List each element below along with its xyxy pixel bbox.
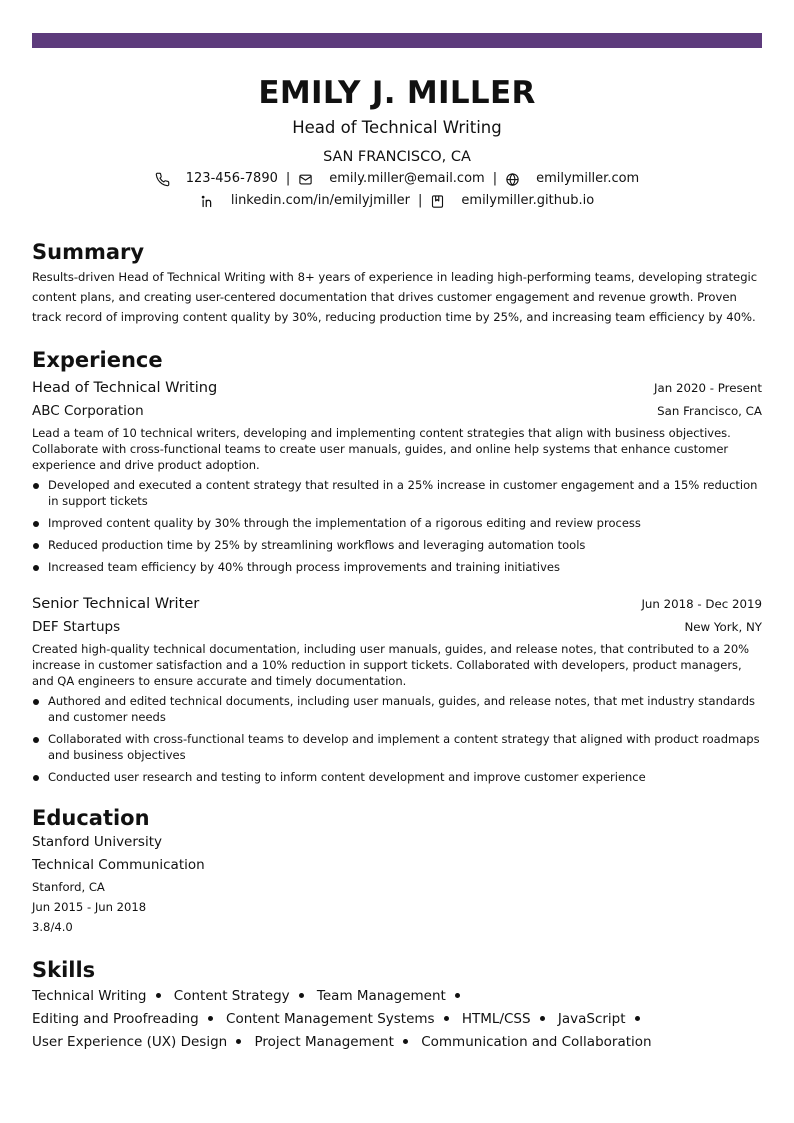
job-title: Senior Technical Writer (32, 595, 200, 612)
bookmark-icon (430, 194, 445, 209)
job-bullets (32, 693, 762, 785)
job-title: Head of Technical Writing (32, 379, 218, 396)
skill-item: Technical Writing (32, 988, 170, 1004)
bullet-text: Increased team efficiency by 40% through process improvements and training initiatives (48, 560, 560, 574)
education-location: Stanford, CA (32, 880, 105, 894)
skill-item: Content Management Systems (226, 1011, 458, 1027)
skill-item: HTML/CSS (462, 1011, 554, 1027)
bullet-text: Improved content quality by 30% through the implementation of a rigorous editing and review process (48, 516, 641, 530)
skill-separator-dot (635, 1016, 640, 1021)
job-description: Lead a team of 10 technical writers, developing and implementing content strategies that align with business objectives. Collaborate with cross-functional teams to create user manuals, guides, and online help systems that enhance customer experience and drive product adoption. (32, 426, 731, 472)
bullet-dot (33, 543, 39, 549)
phone-number[interactable]: 123-456-7890 (185, 171, 278, 186)
list-item (32, 559, 762, 575)
bullet-dot (33, 699, 39, 705)
education-dates: Jun 2015 - Jun 2018 (32, 900, 147, 914)
bullet-text: Developed and executed a content strategy that resulted in a 25% increase in customer engagement and a 15% reduction in support tickets (48, 478, 758, 508)
skill-separator-dot (455, 993, 460, 998)
skill-separator-dot (299, 993, 304, 998)
experience-section (32, 347, 762, 785)
list-item (32, 515, 762, 531)
bullet-dot (33, 483, 39, 489)
job-dates: Jan 2020 - Present (654, 381, 762, 395)
accent-bar (32, 33, 762, 48)
skill-item: Project Management (255, 1034, 417, 1050)
candidate-headline: Head of Technical Writing (292, 118, 502, 137)
skill-item: Communication and Collaboration (421, 1034, 652, 1050)
skills-heading: Skills (32, 958, 96, 982)
skill-separator-dot (444, 1016, 449, 1021)
skill-separator-dot (403, 1039, 408, 1044)
phone-icon (155, 172, 170, 187)
job-company: ABC Corporation (32, 403, 144, 419)
job-company: DEF Startups (32, 619, 121, 635)
contact-row-secondary (32, 191, 762, 211)
job-bullets (32, 477, 762, 575)
contact-separator: | (492, 171, 498, 186)
education-degree: Technical Communication (32, 857, 205, 873)
contact-row-primary (32, 169, 762, 189)
contact-separator: | (418, 193, 423, 208)
bullet-text: Authored and edited technical documents, including user manuals, guides, and release notes, that met industry standards and customer needs (48, 694, 756, 724)
email-link[interactable]: emily.miller@email.com (329, 171, 485, 186)
skill-separator-dot (236, 1039, 241, 1044)
job-entry (32, 593, 762, 785)
job-description: Created high-quality technical documentation, including user manuals, guides, and release notes, that contributed to a 20% increase in customer satisfaction and a 10% reduction in support tickets. Collaborated with developers, product managers, and QA engineers to ensure accurate and timely documentation. (32, 642, 750, 688)
bullet-dot (33, 737, 39, 743)
resume-page (32, 33, 762, 1054)
globe-icon (505, 172, 520, 187)
job-entry (32, 377, 762, 575)
linkedin-icon (200, 194, 215, 209)
website-link[interactable]: emilymiller.com (536, 171, 640, 186)
summary-section (32, 239, 762, 327)
linkedin-link[interactable]: linkedin.com/in/emilyjmiller (230, 193, 411, 208)
list-item (32, 769, 762, 785)
summary-text: Results-driven Head of Technical Writing with 8+ years of experience in leading high-performing teams, developing strategic content plans, and creating user-centered documentation that drives customer engagement and revenue growth. Proven track record of improving content quality by 30%, reducing production time by 25%, and increasing team efficiency by 40%. (32, 270, 758, 324)
list-item (32, 537, 762, 553)
skill-separator-dot (540, 1016, 545, 1021)
skill-item: JavaScript (558, 1011, 649, 1027)
list-item (32, 731, 762, 763)
bullet-text: Reduced production time by 25% by streamlining workflows and leveraging automation tools (48, 538, 586, 552)
job-location: New York, NY (684, 620, 762, 634)
list-item (32, 693, 762, 725)
bullet-dot (33, 775, 39, 781)
education-gpa: 3.8/4.0 (32, 920, 73, 934)
experience-heading: Experience (32, 348, 163, 372)
email-icon (298, 172, 313, 187)
job-location: San Francisco, CA (657, 404, 762, 418)
job-dates: Jun 2018 - Dec 2019 (641, 597, 762, 611)
education-school: Stanford University (32, 834, 162, 850)
candidate-name: EMILY J. MILLER (258, 75, 536, 111)
candidate-location: SAN FRANCISCO, CA (323, 149, 471, 165)
skill-item: Editing and Proofreading (32, 1011, 222, 1027)
skills-list (32, 985, 652, 1054)
bullet-text: Conducted user research and testing to inform content development and improve customer experience (48, 770, 646, 784)
skill-separator-dot (156, 993, 161, 998)
skill-separator-dot (208, 1016, 213, 1021)
bullet-text: Collaborated with cross-functional teams to develop and implement a content strategy that aligned with product roadmaps and business objectives (48, 732, 760, 762)
skills-section (32, 957, 762, 1054)
bullet-dot (33, 565, 39, 571)
education-section (32, 805, 762, 937)
skill-item: Content Strategy (174, 988, 313, 1004)
bullet-dot (33, 521, 39, 527)
list-item (32, 477, 762, 509)
skill-item: Team Management (317, 988, 469, 1004)
summary-heading: Summary (32, 240, 145, 264)
github-link[interactable]: emilymiller.github.io (461, 193, 595, 208)
skill-item: User Experience (UX) Design (32, 1034, 250, 1050)
contact-separator: | (285, 171, 291, 186)
education-heading: Education (32, 806, 150, 830)
